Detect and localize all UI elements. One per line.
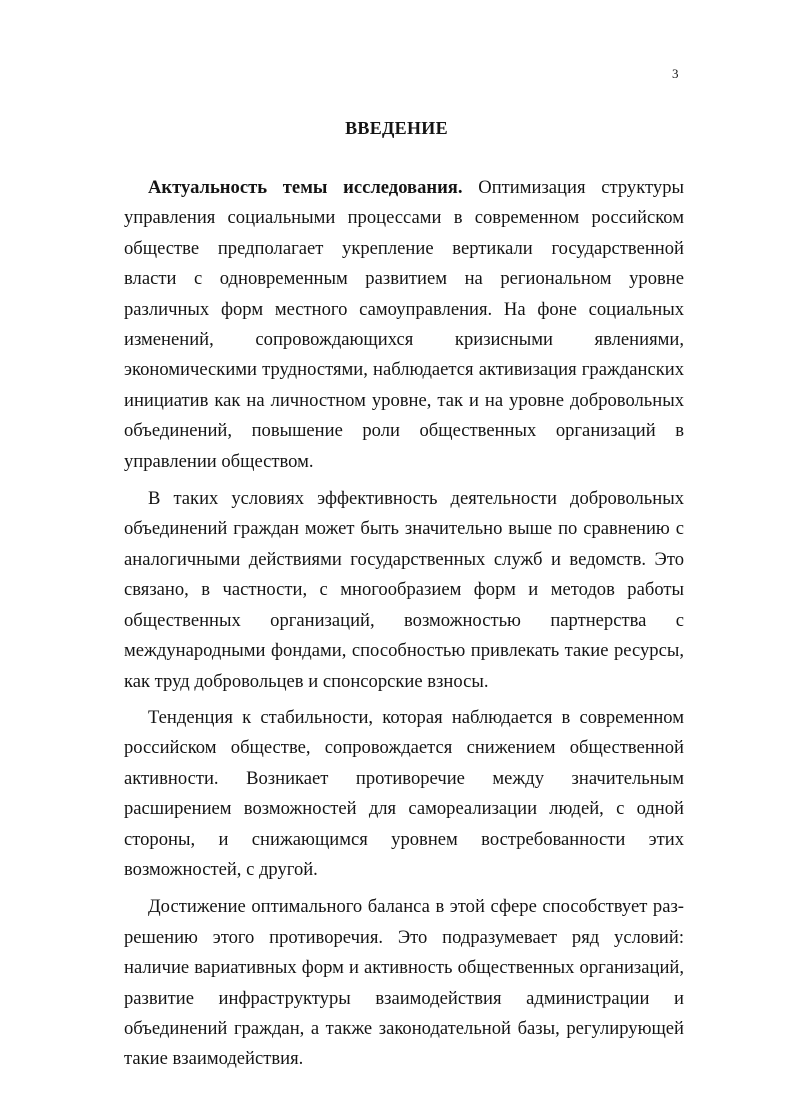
paragraph-relevance (124, 173, 684, 477)
paragraph (124, 703, 684, 885)
paragraph-text: В таких условиях эффективность деятельности добровольных объединений граждан может быть значительно выше по сравнению с аналогичными действиями государственных служб и ведомств. Это связано, в частности, с многообразием форм и методов работы общественных организаций, возможностью партнерства с международными фондами, способностью привлекать такие ресурсы, как труд добровольцев и спонсорские взносы. (124, 488, 684, 692)
paragraph (124, 892, 684, 1074)
paragraph (124, 484, 684, 697)
paragraph-text: Тенденция к стабильности, которая наблюдается в современном российском обществе, сопровождается снижением общественной активности. Возникает противоречие между значительным расширением возможностей для самореализации людей, с одной стороны, и снижающимся уровнем востребованности этих возможностей, с другой. (124, 706, 684, 880)
paragraph-text: Достижение оптимального баланса в этой сфере способствует разрешению этого противоречия. Это подразумевает ряд условий: наличие вариативных форм и активность общественных организаций, развитие инфраструктуры взаимодействия администрации и объединений граждан, а также законодательной базы, регулирующей такие взаимодействия. (124, 896, 684, 1070)
section-heading: ВВЕДЕНИЕ (345, 118, 448, 138)
page-number: 3 (672, 66, 679, 81)
paragraph-text: Оптимизация структуры управления социальными процессами в современном российском обществе предполагает укрепление вертикали государственной власти с одновременным развитием на региональном уровне различных форм местного самоуправления. На фоне социальных изменений, сопровождающихся кризисными явлениями, экономическими трудностями, наблюдается активизация гражданских инициатив как на личностном уровне, так и на уровне добровольных объединений, повышение роли общественных организаций в управлении обществом. (124, 177, 684, 472)
body-text (124, 173, 684, 1075)
paragraph-lead: Актуальность темы исследования. (148, 177, 463, 198)
